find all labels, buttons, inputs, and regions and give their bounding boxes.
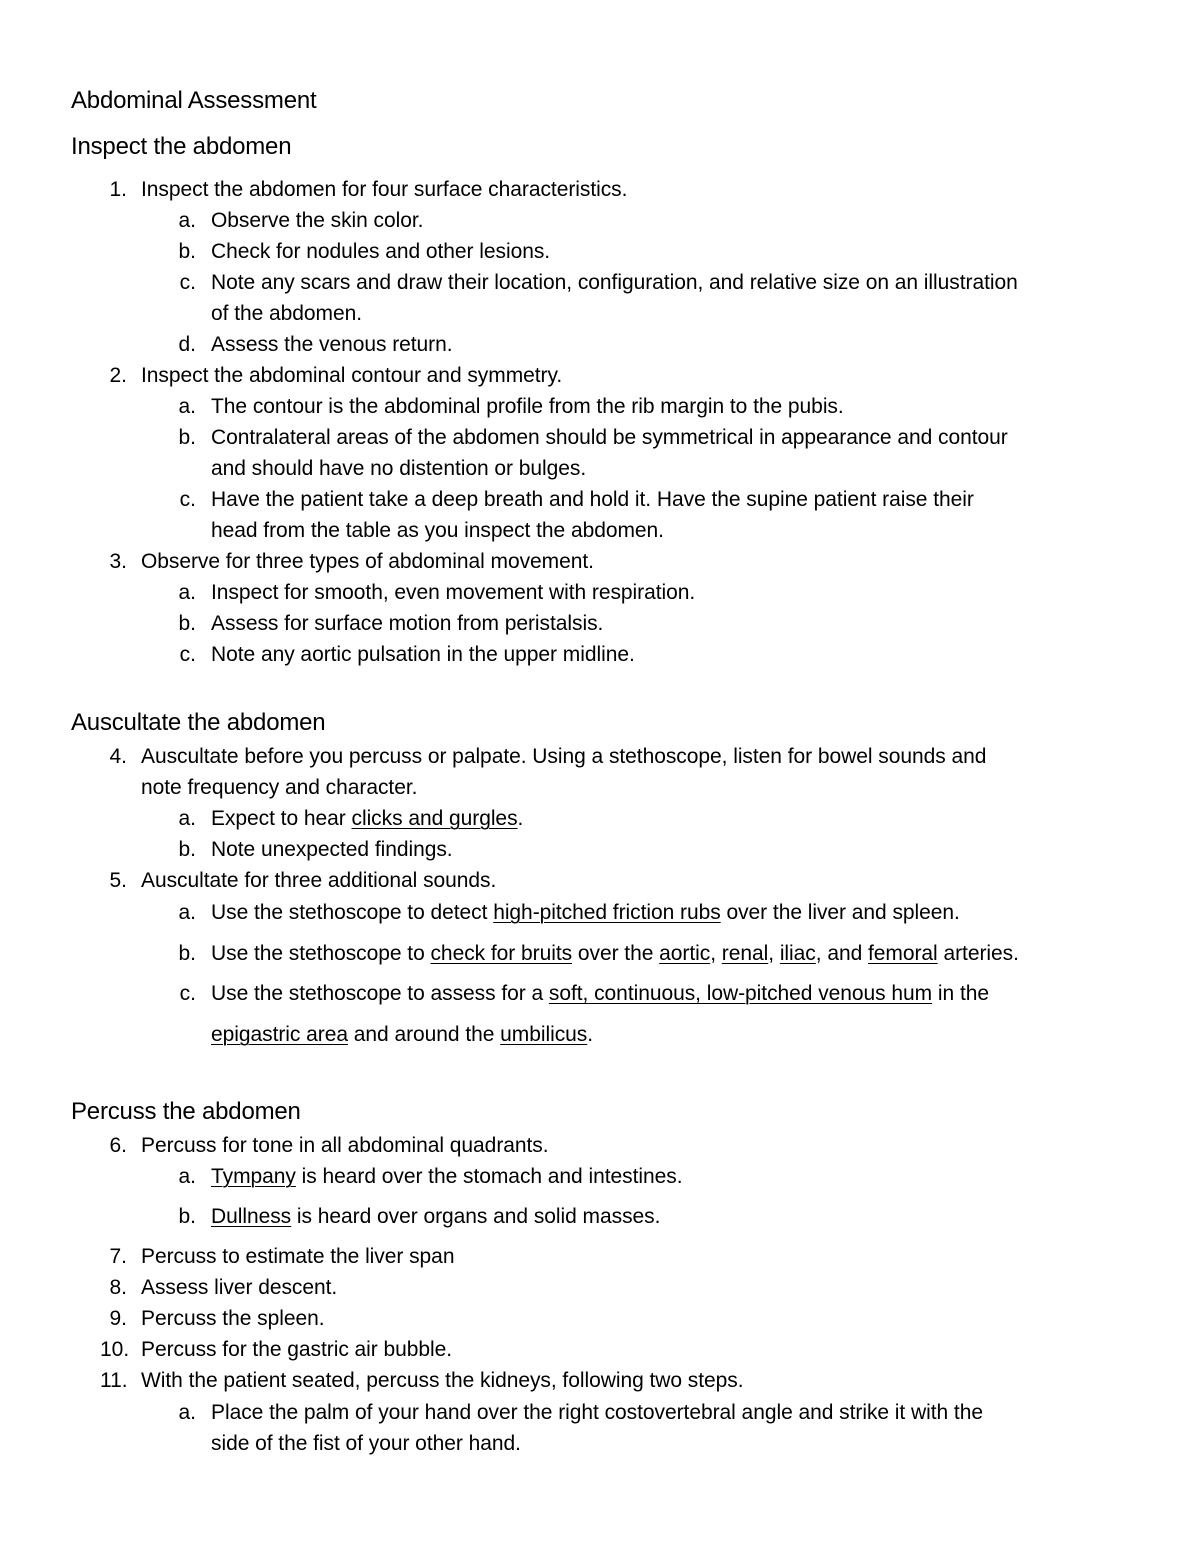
list-item-text: Auscultate for three additional sounds.: [141, 869, 497, 892]
section-heading: Auscultate the abdomen: [71, 709, 326, 736]
list-marker: 6.: [109, 1134, 127, 1157]
sub-list-item-text: Check for nodules and other lesions.: [211, 240, 551, 263]
underlined-term: check for bruits: [430, 942, 573, 965]
text-run: and around the: [348, 1023, 501, 1046]
text-run: is heard over the stomach and intestines.: [295, 1165, 683, 1188]
text-run: , and: [815, 942, 868, 965]
text-run: Use the stethoscope to assess for a: [211, 982, 549, 1005]
list-marker: 11.: [100, 1369, 128, 1392]
document-title: Abdominal Assessment: [71, 87, 317, 114]
sub-list-marker: a.: [178, 209, 196, 232]
sub-list-item-text: Place the palm of your hand over the right costovertebral angle and strike it with the: [211, 1401, 983, 1424]
list-item-text: With the patient seated, percuss the kidneys, following two steps.: [141, 1369, 744, 1392]
sub-list-item-text: [211, 1019, 593, 1050]
sub-list-item-text: of the abdomen.: [211, 302, 363, 325]
text-run: over the liver and spleen.: [720, 901, 960, 924]
sub-list-item-text: Note any scars and draw their location, configuration, and relative size on an illustration: [211, 271, 1018, 294]
text-run: ,: [710, 942, 722, 965]
list-item-text: Percuss to estimate the liver span: [141, 1245, 455, 1268]
text-run: Use the stethoscope to detect: [211, 901, 494, 924]
sub-list-item-text: [211, 897, 960, 928]
list-marker: 5.: [109, 869, 127, 892]
sub-list-marker: a.: [178, 581, 196, 604]
sub-list-marker: c.: [179, 271, 196, 294]
sub-list-marker: a.: [178, 1165, 196, 1188]
sub-list-item-text: head from the table as you inspect the abdomen.: [211, 519, 664, 542]
list-item-text: Auscultate before you percuss or palpate. Using a stethoscope, listen for bowel sounds and: [141, 745, 987, 768]
sub-list-item-text: Observe the skin color.: [211, 209, 424, 232]
sub-list-item-text: Note any aortic pulsation in the upper midline.: [211, 643, 635, 666]
sub-list-marker: b.: [178, 838, 196, 861]
sub-list-marker: b.: [178, 942, 196, 965]
list-item-text: Observe for three types of abdominal movement.: [141, 550, 594, 573]
underlined-term: high-pitched friction rubs: [493, 901, 721, 924]
section-heading: Percuss the abdomen: [71, 1098, 301, 1125]
list-marker: 10.: [100, 1338, 130, 1361]
list-marker: 3.: [109, 550, 127, 573]
sub-list-item-text: [211, 938, 1019, 969]
list-item-text: Percuss for the gastric air bubble.: [141, 1338, 453, 1361]
sub-list-marker: a.: [178, 1401, 196, 1424]
text-run: over the: [572, 942, 660, 965]
sub-list-item-text: side of the fist of your other hand.: [211, 1432, 521, 1455]
underlined-term: iliac: [779, 942, 816, 965]
sub-list-marker: a.: [178, 395, 196, 418]
sub-list-item-text: [211, 978, 989, 1009]
sub-list-item-text: Inspect for smooth, even movement with respiration.: [211, 581, 696, 604]
list-marker: 7.: [109, 1245, 127, 1268]
list-item-text: Percuss the spleen.: [141, 1307, 325, 1330]
list-marker: 1.: [109, 178, 127, 201]
underlined-term: Dullness: [211, 1205, 292, 1228]
text-run: arteries.: [937, 942, 1019, 965]
sub-list-item-text: [211, 1161, 682, 1192]
text-run: Use the stethoscope to: [211, 942, 431, 965]
sub-list-item-text: and should have no distention or bulges.: [211, 457, 587, 480]
underlined-term: renal: [721, 942, 769, 965]
sub-list-item-text: Assess for surface motion from peristalsis.: [211, 612, 604, 635]
list-marker: 2.: [109, 364, 127, 387]
list-marker: 4.: [109, 745, 127, 768]
sub-list-item-text: Note unexpected findings.: [211, 838, 453, 861]
list-item-text: Percuss for tone in all abdominal quadrants.: [141, 1134, 549, 1157]
sub-list-marker: c.: [179, 982, 196, 1005]
list-item-text: Inspect the abdominal contour and symmetry.: [141, 364, 563, 387]
text-run: .: [517, 807, 524, 830]
underlined-term: clicks and gurgles: [351, 807, 518, 830]
sub-list-marker: b.: [178, 426, 196, 449]
list-item-text: Inspect the abdomen for four surface characteristics.: [141, 178, 628, 201]
sub-list-item-text: [211, 1201, 660, 1232]
text-run: in the: [932, 982, 989, 1005]
text-run: .: [587, 1023, 594, 1046]
list-item-text: note frequency and character.: [141, 776, 418, 799]
section-heading: Inspect the abdomen: [71, 133, 292, 160]
sub-list-marker: c.: [179, 643, 196, 666]
sub-list-item-text: Contralateral areas of the abdomen should be symmetrical in appearance and contour: [211, 426, 1008, 449]
sub-list-marker: b.: [178, 240, 196, 263]
sub-list-marker: a.: [178, 807, 196, 830]
list-marker: 9.: [109, 1307, 127, 1330]
sub-list-marker: b.: [178, 1205, 196, 1228]
list-item-text: Assess liver descent.: [141, 1276, 338, 1299]
text-run: Expect to hear: [211, 807, 352, 830]
sub-list-item-text: Assess the venous return.: [211, 333, 453, 356]
sub-list-item-text: The contour is the abdominal profile from the rib margin to the pubis.: [211, 395, 844, 418]
sub-list-item-text: [211, 803, 523, 834]
underlined-term: femoral: [868, 942, 938, 965]
underlined-term: epigastric area: [211, 1023, 348, 1046]
text-run: is heard over organs and solid masses.: [291, 1205, 661, 1228]
underlined-term: soft, continuous, low-pitched venous hum: [548, 982, 933, 1005]
sub-list-item-text: Have the patient take a deep breath and hold it. Have the supine patient raise their: [211, 488, 974, 511]
sub-list-marker: d.: [178, 333, 196, 356]
sub-list-marker: b.: [178, 612, 196, 635]
sub-list-marker: c.: [179, 488, 196, 511]
underlined-term: Tympany: [211, 1165, 296, 1188]
underlined-term: aortic: [659, 942, 711, 965]
list-marker: 8.: [109, 1276, 127, 1299]
sub-list-marker: a.: [178, 901, 196, 924]
underlined-term: umbilicus: [500, 1023, 588, 1046]
text-run: ,: [768, 942, 780, 965]
